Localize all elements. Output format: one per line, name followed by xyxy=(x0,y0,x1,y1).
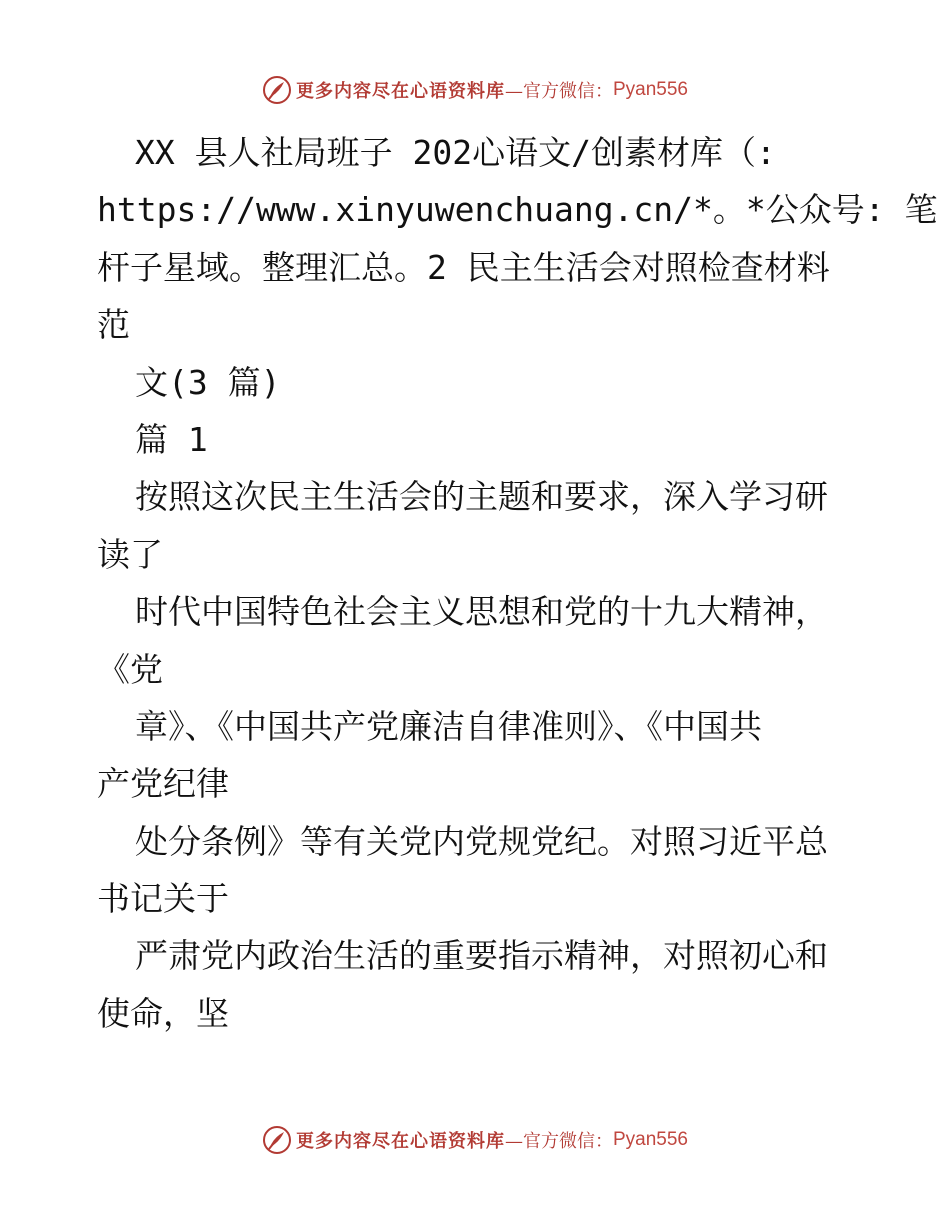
body-line: 按照这次民主生活会的主题和要求，深入学习研 xyxy=(135,477,828,517)
header-watermark-banner xyxy=(0,70,950,110)
banner-text: 更多内容尽在心语资料库 xyxy=(295,1131,505,1152)
body-line: 《党 xyxy=(97,649,163,689)
banner-suffix: —官方微信： xyxy=(504,81,613,102)
body-line: XX 县人社局班子 202心语文/创素材库（: xyxy=(135,133,776,172)
body-line: https://www.xinyuwenchuang.cn/*。*公众号: 笔 xyxy=(97,190,938,230)
banner-suffix: —官方微信： xyxy=(504,1131,613,1152)
body-line: 书记关于 xyxy=(97,879,229,919)
body-line: 使命，坚 xyxy=(97,993,229,1033)
body-line: 杆子星域。整理汇总。2 民主生活会对照检查材料 xyxy=(97,247,830,287)
banner-text: 更多内容尽在心语资料库 xyxy=(295,81,505,102)
banner-wechat-id: Pyan556 xyxy=(612,1129,688,1150)
document-body xyxy=(97,124,938,1042)
body-line: 产党纪律 xyxy=(97,764,229,804)
body-line: 文(3 篇) xyxy=(135,362,281,402)
quill-pen-logo-icon xyxy=(262,75,292,105)
body-line: 严肃党内政治生活的重要指示精神，对照初心和 xyxy=(135,936,828,976)
body-line: 范 xyxy=(97,305,130,345)
body-line: 章》、《中国共产党廉洁自律准则》、《中国共 xyxy=(135,706,762,746)
body-line: 时代中国特色社会主义思想和党的十九大精神， xyxy=(135,592,828,632)
body-line: 处分条例》等有关党内党规党纪。对照习近平总 xyxy=(135,821,828,861)
body-line: 篇 1 xyxy=(135,419,208,459)
footer-watermark-banner xyxy=(0,1120,950,1160)
banner-wechat-id: Pyan556 xyxy=(612,79,688,100)
quill-pen-logo-icon xyxy=(262,1125,292,1155)
body-line: 读了 xyxy=(97,534,163,574)
